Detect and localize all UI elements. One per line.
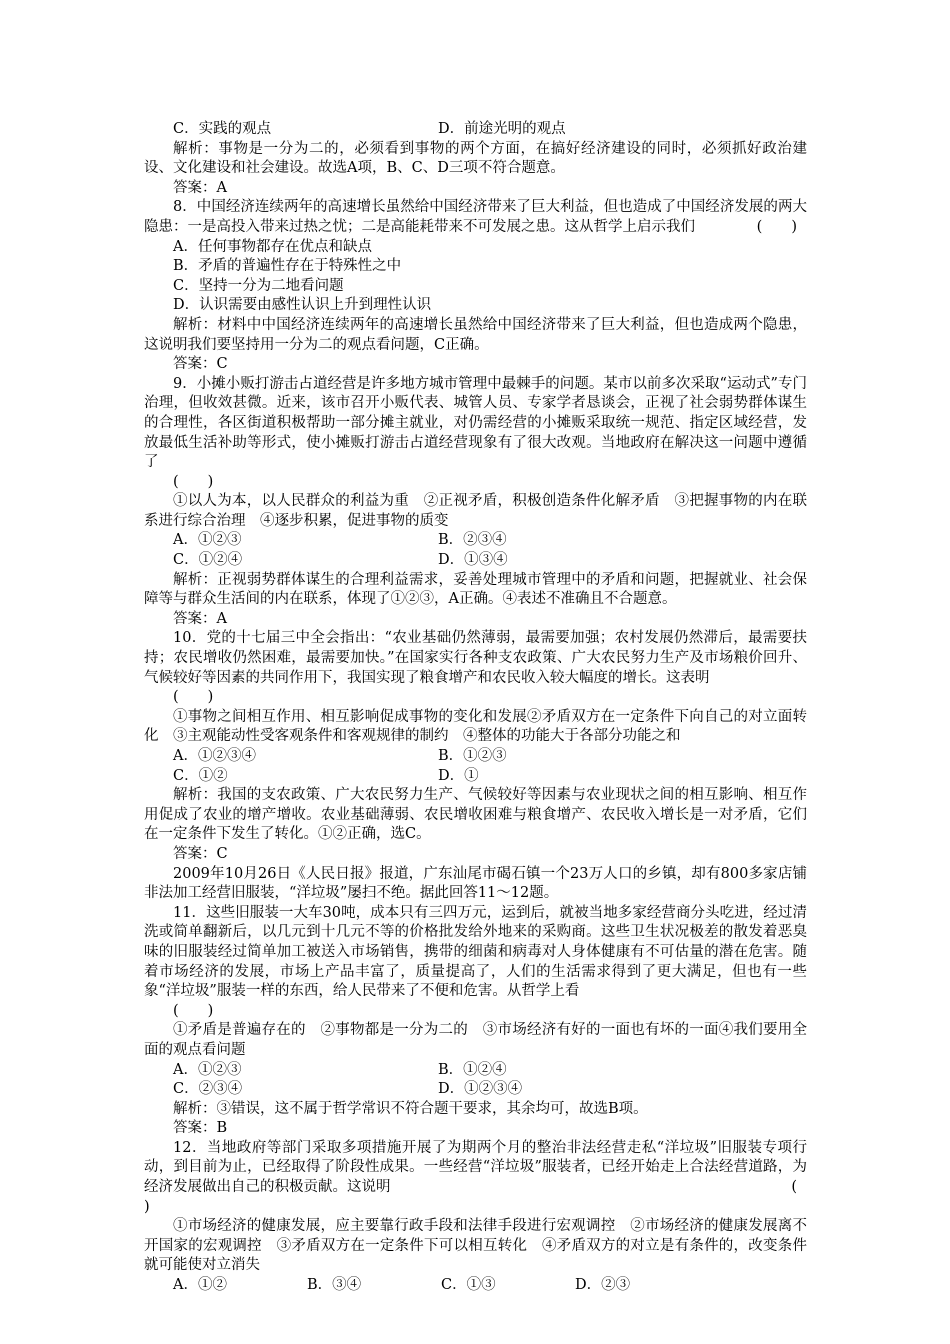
q12-option-c: C．①③ <box>441 1277 496 1294</box>
q9-option-d: D．①③④ <box>438 552 508 569</box>
q10-answer: 答案：C <box>173 845 228 862</box>
q11-items: ①矛盾是普遍存在的 ②事物都是一分为二的 ③市场经济有好的一面也有坏的一面④我们要用全面的观点看问题 <box>144 1022 807 1058</box>
q7-analysis: 解析：事物是一分为二的，必须看到事物的两个方面，在搞好经济建设的同时，必须抓好政治建设、文化建设和社会建设。故选A项，B、C、D三项不符合题意。 <box>144 140 807 177</box>
q11-answer: 答案：B <box>173 1120 228 1137</box>
q9-items: ①以人为本，以人民群众的利益为重 ②正视矛盾，积极创造条件化解矛盾 ③把握事物的内在联系进行综合治理 ④逐步积累，促进事物的质变 <box>144 493 807 529</box>
q7-answer: 答案：A <box>173 179 227 196</box>
q10-option-d: D．① <box>438 767 479 784</box>
q8-option-b: B．矛盾的普遍性存在于特殊性之中 <box>173 258 402 275</box>
q9-stem: 9．小摊小贩打游击占道经营是许多地方城市管理中最棘手的问题。某市以前多次采取“运动式”专门治理，但收效甚微。近来，该市召开小贩代表、城管人员、专家学者恳谈会，正视了社会弱势群体谋生的合理性，各区街道积极帮助一部分摊主就业，对仍需经营的小摊贩采取统一规范、指定区域经营，发放最低生活补助等形式，使小摊贩打游击占道经营现象有了很大改观。当地政府在解决这一问题中遵循了 <box>144 375 807 471</box>
q12-bracket-close: ) <box>144 1198 150 1215</box>
q8-stem-text: 8．中国经济连续两年的高速增长虽然给中国经济带来了巨大利益，但也造成了中国经济发展的两大隐患：一是高投入带来过热之忧；二是高能耗带来不可发展之患。这从哲学上启示我们 <box>144 199 807 235</box>
q8-option-d: D．认识需要由感性认识上升到理性认识 <box>173 297 432 314</box>
q12-items: ①市场经济的健康发展，应主要靠行政手段和法律手段进行宏观调控 ②市场经济的健康发展离不开国家的宏观调控 ③矛盾双方在一定条件下可以相互转化 ④矛盾双方的对立是有条件的，改变条件就可能使对立消失 <box>144 1218 807 1274</box>
q9-option-c: C．①②④ <box>173 552 243 569</box>
q10-items: ①事物之间相互作用、相互影响促成事物的变化和发展②矛盾双方在一定条件下向自己的对立面转化 ③主观能动性受客观条件和客观规律的制约 ④整体的功能大于各部分功能之和 <box>144 708 807 745</box>
q9-bracket: ( ) <box>173 473 214 490</box>
q8-bracket: ( ) <box>756 218 797 235</box>
q12-option-a: A．①② <box>173 1277 227 1294</box>
q9-analysis: 解析：正视弱势群体谋生的合理利益需求，妥善处理城市管理中的矛盾和问题，把握就业、社会保障等与群众生活间的内在联系，体现了①②③，A正确。④表述不准确且不合题意。 <box>144 571 807 608</box>
q7-option-c: C．实践的观点 <box>173 121 272 137</box>
q8-option-c: C．坚持一分为二地看问题 <box>173 277 344 294</box>
q10-option-a: A．①②③④ <box>173 748 256 764</box>
q9-option-b: B．②③④ <box>438 532 507 549</box>
q10-stem: 10．党的十七届三中全会指出：“农业基础仍然薄弱，最需要加强；农村发展仍然滞后，最需要扶持；农民增收仍然困难，最需要加快。”在国家实行各种支农政策、广大农民努力生产及市场粮价回升、气候较好等因素的共同作用下，我国实现了粮食增产和农民收入较大幅度的增长。这表明 <box>144 630 807 686</box>
q10-option-c: C．①② <box>173 767 228 784</box>
q10-option-b: B．①②③ <box>438 748 507 764</box>
q7-options-cd <box>144 120 807 140</box>
q11-option-a: A．①②③ <box>173 1061 242 1078</box>
q11-stem: 11．这些旧服装一大车30吨，成本只有三四万元，运到后，就被当地多家经营商分头吃进，经过清洗或简单翻新后，以几元到十几元不等的价格批发给外地来的采购商。这些卫生状况极差的散发着恶臭味的旧服装经过简单加工被送入市场销售，携带的细菌和病毒对人身体健康有不可估量的潜在危害。随着市场经济的发展，市场上产品丰富了，质量提高了，人们的生活需求得到了更大满足，但也有一些象“洋垃圾”服装一样的东西，给人民带来了不便和危害。从哲学上看 <box>144 904 807 1000</box>
question-content <box>144 120 807 1296</box>
q10-bracket: ( ) <box>173 689 214 706</box>
q12-stem-text: 12．当地政府等部门采取多项措施开展了为期两个月的整治非法经营走私“洋垃圾”旧服装专项行动，到目前为止，已经取得了阶段性成果。一些经营“洋垃圾”服装者，已经开始走上合法经营道路，为经济发展做出自己的积极贡献。这说明 <box>144 1139 807 1196</box>
q12-stem <box>144 1139 807 1198</box>
q7-option-d: D．前途光明的观点 <box>438 121 566 137</box>
q12-options <box>144 1276 807 1296</box>
q9-answer: 答案：A <box>173 610 227 627</box>
q12-option-d: D．②③ <box>575 1277 631 1294</box>
material-11-12: 2009年10月26日《人民日报》报道，广东汕尾市碣石镇一个23万人口的乡镇，却有800多家店铺非法加工经营旧服装，“洋垃圾”屡扫不绝。据此回答11～12题。 <box>144 865 807 902</box>
q11-option-d: D．①②③④ <box>438 1081 523 1098</box>
q11-option-c: C．②③④ <box>173 1081 243 1098</box>
q12-bracket-open: ( <box>791 1179 797 1196</box>
q12-option-b: B．③④ <box>307 1277 362 1294</box>
q8-analysis: 解析：材料中中国经济连续两年的高速增长虽然给中国经济带来了巨大利益，但也造成两个隐患，这说明我们要坚持用一分为二的观点看问题，C正确。 <box>144 316 807 353</box>
q10-analysis: 解析：我国的支农政策、广大农民努力生产、气候较好等因素与农业现状之间的相互影响、相互作用促成了农业的增产增收。农业基础薄弱、农民增收困难与粮食增产、农民收入增长是一对矛盾，它们在一定条件下发生了转化。①②正确，选C。 <box>144 787 807 843</box>
q8-answer: 答案：C <box>173 356 228 373</box>
q8-option-a: A．任何事物都存在优点和缺点 <box>173 238 372 255</box>
q9-options-cd <box>144 551 807 571</box>
q11-analysis: 解析：③错误，这不属于哲学常识不符合题干要求，其余均可，故选B项。 <box>173 1100 648 1117</box>
q10-options-cd <box>144 767 807 787</box>
q11-option-b: B．①②④ <box>438 1061 507 1078</box>
q11-bracket: ( ) <box>173 1002 214 1019</box>
q11-options-ab <box>144 1061 807 1081</box>
q10-options-ab <box>144 747 807 767</box>
q11-options-cd <box>144 1080 807 1100</box>
q8-stem <box>144 198 807 237</box>
q9-option-a: A．①②③ <box>173 532 242 549</box>
q9-options-ab <box>144 531 807 551</box>
